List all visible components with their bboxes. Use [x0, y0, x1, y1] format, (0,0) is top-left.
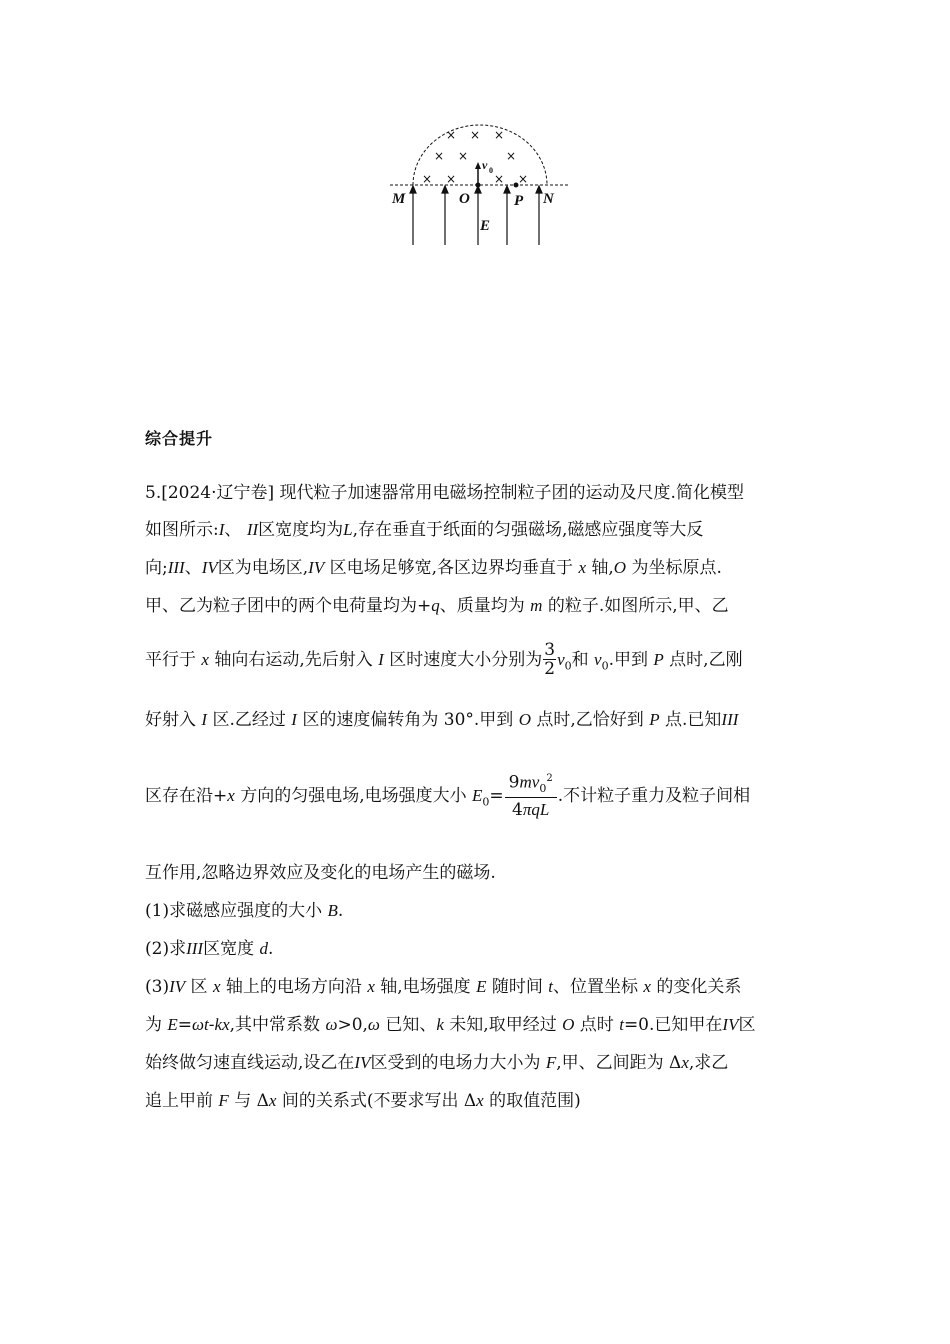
magnetic-field-diagram: [380, 115, 580, 255]
text: ,其中常系数: [229, 1015, 326, 1035]
var-d: d: [259, 939, 268, 958]
text: 区时速度大小分别为: [383, 650, 543, 670]
var-omega: ω: [367, 1015, 380, 1034]
var-e: E: [476, 977, 487, 996]
var-t: t: [619, 1015, 624, 1034]
var-v: v: [594, 650, 602, 669]
text: 区: [185, 977, 213, 997]
text: 随时间: [486, 977, 549, 997]
region-iv: IV: [722, 1015, 739, 1034]
text: (1)求磁感应强度的大小: [145, 901, 328, 921]
var-ql: qL: [531, 800, 550, 820]
text: =: [177, 1015, 193, 1035]
region-i: I: [291, 710, 297, 729]
var-b: B: [327, 901, 338, 920]
text: 区宽度: [203, 939, 260, 959]
text: 9: [508, 772, 520, 793]
fraction-three-halves: [543, 642, 556, 679]
question-3-line-3: [145, 1048, 728, 1073]
text: =: [489, 786, 504, 807]
superscript: 2: [546, 773, 553, 784]
point-p: [514, 183, 519, 188]
region-i: I: [218, 520, 225, 539]
text: 轴向右运动,先后射入: [208, 650, 379, 670]
label-e: E: [480, 218, 491, 234]
text: ,求乙: [688, 1053, 729, 1073]
text: 轴上的电场方向沿: [220, 977, 368, 997]
numerator: [505, 770, 557, 798]
var-x: x: [578, 558, 586, 577]
text: 4: [512, 800, 523, 821]
var-t: t: [548, 977, 554, 996]
text: 区为电场区,: [217, 558, 309, 578]
var-p: P: [649, 710, 660, 729]
var-x: x: [227, 786, 235, 806]
text: 区宽度均为: [258, 520, 344, 540]
var-q: q: [431, 596, 440, 615]
problem-line-5: [145, 642, 743, 679]
text: >0,: [337, 1015, 368, 1035]
text: =0.已知甲在: [623, 1015, 723, 1035]
text: 与 Δ: [228, 1091, 269, 1111]
v0-subscript: 0: [489, 166, 493, 175]
cross-mark: ×: [422, 172, 433, 186]
text: 区的速度偏转角为 30°.甲到: [296, 710, 519, 730]
label-p: P: [514, 193, 524, 209]
var-v: v: [557, 650, 565, 669]
var-omega-t: ωt: [192, 1015, 209, 1034]
text: 甲、乙为粒子团中的两个电荷量均为+: [145, 596, 432, 616]
var-x: x: [681, 1053, 689, 1072]
var-f: F: [545, 1053, 557, 1072]
problem-line-1: [145, 478, 744, 503]
text: 的变化关系: [650, 977, 742, 997]
var-omega: ω: [325, 1015, 338, 1034]
text: 的取值范围): [483, 1091, 581, 1111]
var-e: E: [472, 786, 483, 806]
cross-mark: ×: [458, 149, 469, 163]
text: 区: [738, 1015, 756, 1035]
text: 的粒子.如图所示,甲、乙: [542, 596, 729, 616]
var-x: x: [201, 650, 209, 669]
text: 、位置坐标: [553, 977, 644, 997]
question-3-line-4: [145, 1086, 581, 1111]
text: 区受到的电场力大小为: [370, 1053, 546, 1073]
text: 轴,电场强度: [374, 977, 477, 997]
var-m: m: [530, 596, 543, 615]
text: 平行于: [145, 650, 202, 670]
v0-label: v: [482, 158, 488, 172]
var-f: F: [218, 1091, 229, 1110]
diagram-figure: [380, 115, 580, 255]
var-x: x: [476, 1091, 484, 1110]
text: 区电场足够宽,各区边界均垂直于: [324, 558, 579, 578]
text: ,甲、乙间距为 Δ: [556, 1053, 682, 1073]
denominator: 2: [544, 659, 556, 679]
var-o: O: [562, 1015, 575, 1034]
cross-mark: ×: [506, 149, 517, 163]
var-e: E: [167, 1015, 178, 1034]
region-i: I: [201, 710, 208, 729]
text: 已知、: [379, 1015, 437, 1035]
text: 互作用,忽略边界效应及变化的电场产生的磁场.: [145, 863, 496, 883]
var-kx: kx: [214, 1015, 230, 1034]
text: 点.已知: [659, 710, 722, 730]
region-iii: III: [721, 710, 739, 729]
region-iii: III: [186, 939, 204, 958]
var-x: x: [212, 977, 221, 996]
text: ,存在垂直于纸面的匀强磁场,磁感应强度等大反: [352, 520, 704, 540]
question-3-line-1: [145, 972, 741, 997]
region-iv: IV: [201, 558, 218, 577]
text: (3): [145, 977, 170, 997]
subscript: 0: [564, 659, 572, 673]
text: 5.[2024·辽宁卷] 现代粒子加速器常用电磁场控制粒子团的运动及尺度.简化模型: [145, 483, 744, 503]
question-2: [145, 934, 273, 959]
text: 为坐标原点.: [626, 558, 722, 578]
text: 点时,乙恰好到: [531, 710, 650, 730]
region-iv: IV: [354, 1053, 371, 1072]
problem-line-4: [145, 591, 729, 616]
text: 、质量均为: [439, 596, 531, 616]
cross-mark: ×: [518, 172, 529, 186]
var-pi: π: [522, 800, 532, 820]
text: 区.乙经过: [207, 710, 292, 730]
text: 如图所示:: [145, 520, 219, 540]
text: 方向的匀强电场,电场强度大小: [234, 786, 473, 807]
subscript: 0: [539, 782, 547, 796]
cross-mark: ×: [434, 149, 445, 163]
var-m: m: [519, 772, 532, 792]
text: 为: [145, 1015, 168, 1035]
var-x: x: [367, 977, 375, 996]
text: .甲到: [608, 650, 654, 670]
problem-line-8: [145, 858, 496, 883]
problem-line-2: [145, 515, 703, 540]
text: (2)求: [145, 939, 187, 959]
text: .: [267, 939, 274, 959]
region-ii: II: [246, 520, 259, 539]
cross-mark: ×: [494, 128, 505, 142]
text: 区存在沿+: [145, 786, 228, 807]
text: 点时: [574, 1015, 620, 1035]
section-title: 综合提升: [145, 429, 214, 448]
text: 未知,取甲经过: [443, 1015, 563, 1035]
cross-mark: ×: [470, 128, 481, 142]
text: 始终做匀速直线运动,设乙在: [145, 1053, 355, 1073]
var-o: O: [518, 710, 531, 729]
label-n: N: [543, 191, 554, 207]
v0-arrowhead: [475, 162, 481, 169]
text: 好射入: [145, 710, 202, 730]
question-3-line-2: [145, 1010, 755, 1035]
problem-line-6: [145, 705, 738, 730]
var-x: x: [268, 1091, 277, 1110]
text: 追上甲前: [145, 1091, 219, 1111]
label-o: O: [459, 191, 470, 207]
text: .不计粒子重力及粒子间相: [557, 786, 751, 807]
problem-line-7: [145, 770, 750, 822]
denominator: [505, 798, 557, 822]
fraction-e0: [505, 770, 557, 822]
question-1: [145, 896, 343, 921]
subscript: 0: [601, 659, 609, 673]
text: .: [337, 901, 344, 921]
cross-mark: ×: [446, 128, 457, 142]
var-p: P: [653, 650, 664, 669]
var-o: O: [613, 558, 627, 577]
region-i: I: [378, 650, 384, 669]
text: 和: [571, 650, 595, 670]
label-m: M: [392, 191, 406, 207]
text: 点时,乙刚: [663, 650, 743, 670]
numerator: 3: [544, 640, 556, 660]
text: 、: [224, 520, 247, 540]
var-l: L: [343, 520, 353, 539]
region-iv: IV: [169, 977, 186, 996]
region-iii: III: [167, 558, 185, 577]
text: 、: [184, 558, 202, 578]
subscript: 0: [482, 795, 490, 809]
cross-mark: ×: [446, 172, 457, 186]
text: 向;: [145, 558, 168, 578]
text: 间的关系式(不要求写出 Δ: [276, 1091, 477, 1111]
problem-line-3: [145, 553, 722, 578]
region-iv: IV: [308, 558, 325, 577]
var-k: k: [436, 1015, 444, 1034]
var-x: x: [643, 977, 651, 996]
cross-mark: ×: [494, 172, 505, 186]
text: -: [208, 1015, 215, 1035]
text: 轴,: [585, 558, 614, 578]
var-v: v: [531, 772, 540, 792]
